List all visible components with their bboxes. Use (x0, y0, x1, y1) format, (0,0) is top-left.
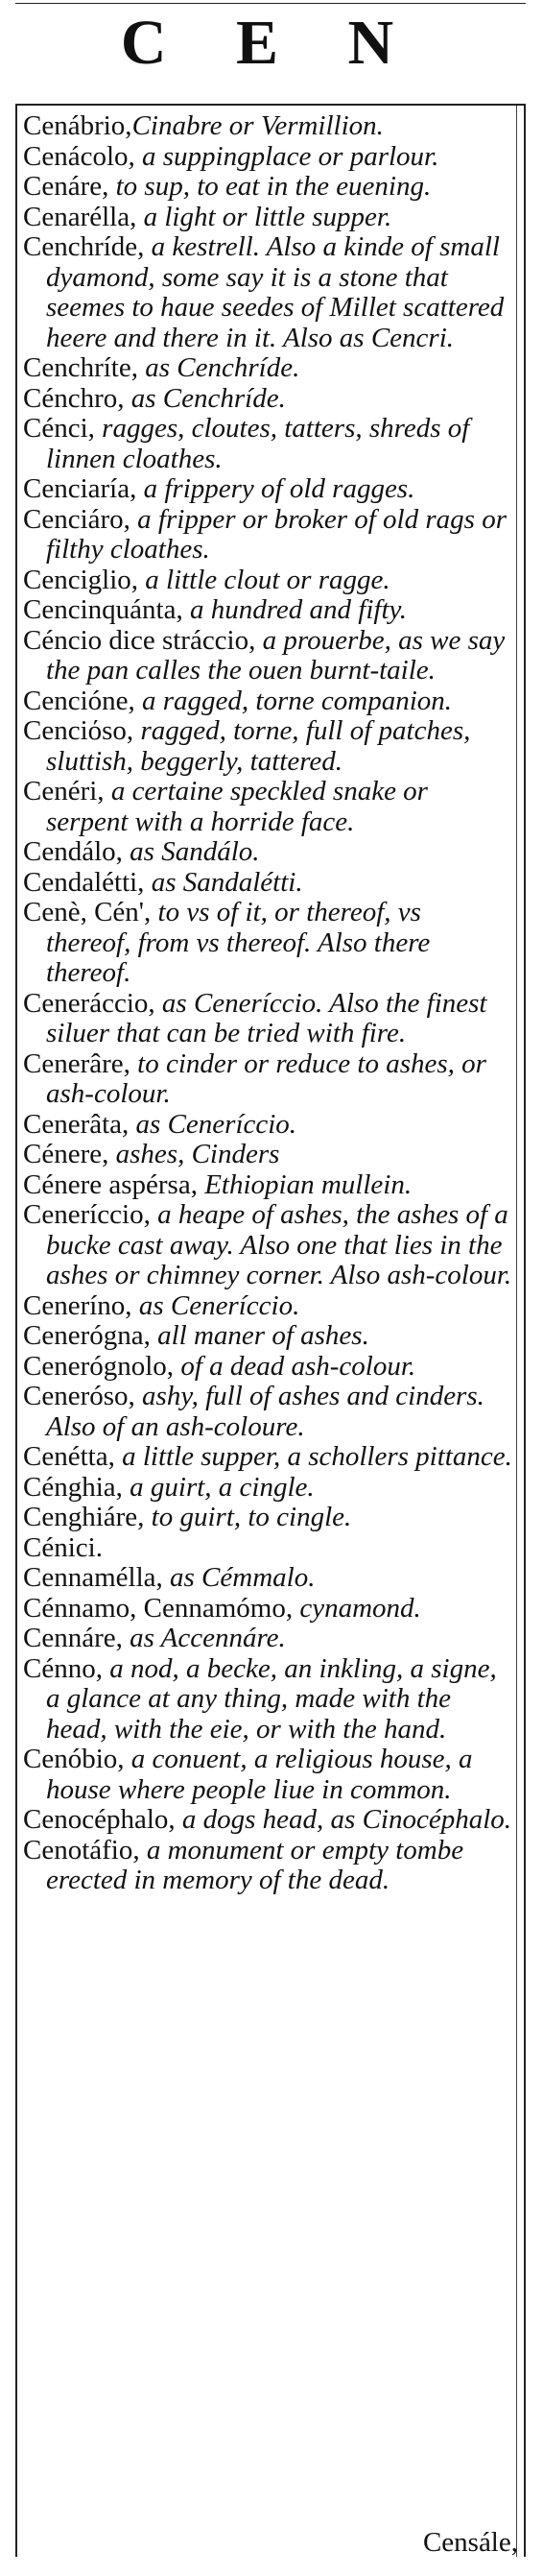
entry-definition: ashes, Cinders (108, 1139, 280, 1169)
entry-definition: as Accennáre. (122, 1623, 286, 1653)
entry-definition: all maner of ashes. (150, 1320, 369, 1351)
dictionary-entry (23, 142, 512, 173)
dictionary-entry (23, 595, 512, 626)
dictionary-entry (23, 474, 512, 505)
entry-definition: a fripper or broker of old rags or filthy cloathes. (46, 503, 507, 565)
dictionary-entry (23, 505, 512, 566)
entry-definition: as Cenchríde. (137, 352, 300, 383)
entry-definition: Ethiopian mullein. (197, 1168, 413, 1200)
entry-headword: Cencióne, (23, 685, 135, 716)
entry-definition: a certaine speckled snake or serpent with a horride face. (46, 776, 428, 837)
page-header (15, 0, 526, 104)
dictionary-entry (23, 384, 512, 415)
entry-headword: Cénci, (23, 413, 95, 444)
entry-definition: to vs of it, or thereof, vs thereof, from vs thereof. Also there thereof. (46, 897, 431, 988)
entry-definition: of a dead ash-colour. (174, 1350, 416, 1382)
header-rule (15, 3, 526, 4)
entry-headword: Cenerâre, (23, 1047, 130, 1079)
entry-definition: a ragged, torne companion. (134, 685, 453, 716)
entry-definition: a frippery of old ragges. (136, 473, 415, 504)
entry-headword: Cénici. (23, 1531, 103, 1563)
dictionary-entry (23, 1291, 512, 1322)
dictionary-entry (23, 1140, 512, 1170)
entry-headword: Cénnamo, Cennamómo, (23, 1592, 294, 1624)
dictionary-entry (23, 626, 512, 686)
entry-headword: Cendálo, (23, 836, 123, 867)
entry-definition: as Ceneríccio. (131, 1289, 300, 1321)
dictionary-entry (23, 1503, 512, 1533)
entry-definition: a guirt, a cingle. (122, 1471, 315, 1503)
entry-headword: Cenóbio, (23, 1744, 125, 1774)
dictionary-entry (23, 1533, 512, 1564)
entry-headword: Cénere, (23, 1139, 109, 1169)
entry-definition: a monument or empty tombe erected in memory of the dead. (46, 1834, 464, 1895)
entry-definition: a hundred and fifty. (182, 594, 408, 625)
entry-headword: Cenghiáre, (23, 1502, 145, 1532)
entry-headword: Cenchríde, (23, 231, 145, 262)
entry-headword: Cénghia, (23, 1471, 123, 1503)
entry-headword: Cénere aspérsa, (23, 1168, 198, 1200)
entry-headword: Cenáre, (23, 171, 109, 202)
entry-headword: Cenábrio, (23, 110, 132, 141)
entry-headword: Cencinquánta, (23, 594, 183, 625)
entry-definition: ragges, cloutes, tatters, shreds of linnen cloathes. (46, 413, 470, 474)
entry-headword: Cenerógnolo, (23, 1350, 175, 1382)
entry-definition: cynamond. (293, 1592, 421, 1624)
dictionary-entry (23, 898, 512, 989)
entry-definition: as Cenchríde. (124, 382, 286, 414)
entry-definition: a light or little supper. (136, 201, 392, 232)
dictionary-entry (23, 172, 512, 203)
entry-definition: a little supper, a schollers pittance. (114, 1441, 512, 1472)
entry-headword: Ceneríccio, (23, 1199, 151, 1230)
page-title: C E N (120, 8, 421, 78)
dictionary-entry (23, 686, 512, 717)
entry-definition: as Ceneríccio. Also the finest siluer that can be tried with fire. (46, 987, 487, 1048)
dictionary-entry (23, 1563, 512, 1594)
entry-headword: Cenerógna, (23, 1320, 151, 1351)
dictionary-entry (23, 1110, 512, 1141)
entry-definition: , a suppingplace or parlour. (128, 140, 439, 172)
dictionary-entry (23, 716, 512, 777)
entry-definition: as Sandalétti. (144, 866, 303, 898)
dictionary-entry (23, 111, 512, 142)
entry-headword: Ceneráccio, (23, 987, 155, 1019)
entry-headword: Cénno, (23, 1652, 103, 1684)
entry-definition: as Ceneríccio. (129, 1108, 297, 1140)
dictionary-entry (23, 1170, 512, 1201)
entry-definition: ragged, torne, full of patches, sluttish, beggerly, tattered. (46, 715, 471, 777)
entry-headword: Cennamélla, (23, 1562, 163, 1593)
dictionary-entry (23, 868, 512, 899)
entry-headword: Cenotáfio, (23, 1834, 140, 1866)
catchword: Censále, (422, 2527, 518, 2558)
dictionary-entry (23, 414, 512, 474)
entry-definition: Cinabre or Vermillion. (131, 110, 384, 141)
dictionary-entry (23, 1624, 512, 1654)
dictionary-entry (23, 1442, 512, 1473)
entry-headword: Ceneróso, (23, 1381, 135, 1411)
entry-headword: Cenciaría, (23, 473, 137, 504)
dictionary-entry (23, 1745, 512, 1805)
dictionary-entry (23, 1200, 512, 1291)
entry-headword: Cennáre, (23, 1623, 123, 1653)
entry-headword: Cenocéphalo, (23, 1804, 176, 1835)
column-rule (516, 106, 517, 2557)
entry-definition: a prouerbe, as we say the pan calles the ouen burnt-taile. (46, 624, 506, 686)
dictionary-entry (23, 566, 512, 596)
entry-definition: as Cémmalo. (162, 1562, 316, 1593)
entry-headword: Cenciáro, (23, 503, 130, 535)
entry-definition: to cinder or reduce to ashes, or ash-colour. (46, 1047, 486, 1109)
dictionary-entry (23, 203, 512, 233)
entry-definition: to sup, to eat in the euening. (108, 171, 432, 202)
entry-headword: Cenéri, (23, 776, 105, 807)
dictionary-entry (23, 1654, 512, 1745)
dictionary-entry (23, 232, 512, 353)
entry-definition: a conuent, a religious house, a house where people liue in common. (46, 1744, 473, 1805)
entry-definition: a heape of ashes, the ashes of a bucke cast away. Also one that lies in the ashes or chimney corner. Also ash-colour. (46, 1199, 512, 1290)
dictionary-entry (23, 1049, 512, 1110)
entry-definition: to guirt, to cingle. (144, 1502, 352, 1532)
entry-definition: a little clout or ragge. (138, 564, 390, 595)
entry-definition: a kestrell. Also a kinde of small dyamond, some say it is a stone that seemes to haue seedes of Millet scattered heere and there in it. Also as Cencri. (46, 231, 505, 353)
dictionary-entry (23, 1594, 512, 1625)
entry-headword: Cenarélla, (23, 201, 137, 232)
entry-headword: Cenciόso, (23, 715, 134, 746)
entry-headword: Céncio dice stráccio, (23, 624, 256, 656)
entry-list (23, 111, 512, 1896)
entry-headword: Ceneríno, (23, 1289, 132, 1321)
dictionary-entry (23, 837, 512, 868)
entry-headword: Cenciglio, (23, 564, 139, 595)
dictionary-entry (23, 1473, 512, 1504)
dictionary-entry (23, 777, 512, 837)
entry-headword: Cénchro, (23, 382, 125, 414)
entry-definition: a dogs head, as Cinocéphalo. (175, 1804, 512, 1835)
dictionary-entry (23, 1382, 512, 1442)
entry-definition: as Sandálo. (122, 836, 260, 867)
dictionary-entry (23, 1805, 512, 1836)
entry-headword: Cenchríte, (23, 352, 138, 383)
entry-definition: ashy, full of ashes and cinders. Also of an ash-coloure. (46, 1381, 484, 1442)
entry-headword: Cenácolo (23, 140, 129, 172)
dictionary-entry (23, 1321, 512, 1352)
dictionary-entry (23, 989, 512, 1049)
dictionary-entry (23, 1836, 512, 1896)
dictionary-entry (23, 1352, 512, 1383)
entry-definition: a nod, a becke, an inkling, a signe, a glance at any thing, made with the head, with the eie, or with the hand. (46, 1652, 497, 1745)
entry-headword: Cenerâta, (23, 1108, 130, 1140)
dictionary-entry (23, 353, 512, 384)
entry-headword: Cendalétti, (23, 866, 145, 898)
entry-headword: Cenétta, (23, 1441, 115, 1472)
entry-headword: Cenè, Cén', (23, 897, 152, 927)
